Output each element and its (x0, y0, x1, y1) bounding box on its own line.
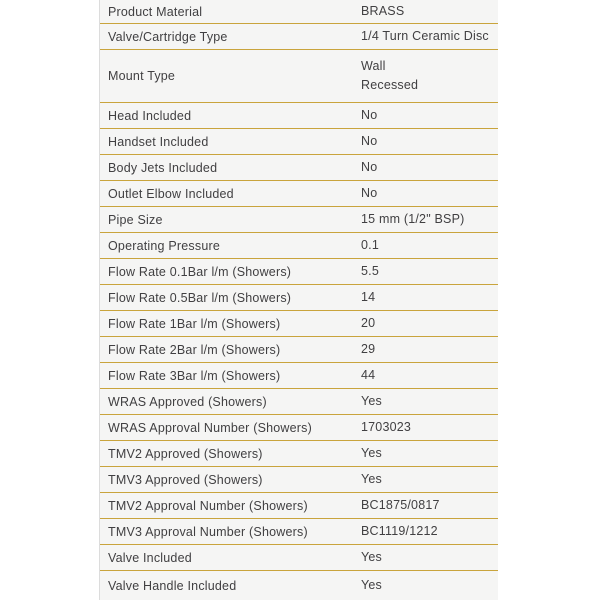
table-row (100, 545, 498, 571)
spec-value: BRASS (361, 4, 405, 18)
table-row (100, 363, 498, 389)
spec-value: 15 mm (1/2" BSP) (361, 212, 465, 226)
spec-value-group (361, 366, 498, 385)
table-row (100, 103, 498, 129)
spec-label: Valve/Cartridge Type (108, 29, 228, 44)
spec-value-group (361, 418, 498, 437)
spec-label: Flow Rate 3Bar l/m (Showers) (108, 368, 281, 383)
spec-value: Wall (361, 59, 386, 73)
table-row (100, 24, 498, 50)
spec-label: Operating Pressure (108, 238, 220, 253)
spec-label: Mount Type (108, 69, 176, 83)
spec-value-group (361, 522, 498, 541)
table-row (100, 415, 498, 441)
spec-label: WRAS Approved (Showers) (108, 394, 267, 409)
spec-label: Valve Included (108, 550, 192, 565)
spec-value-group (361, 314, 498, 333)
spec-value: No (361, 108, 378, 122)
spec-value-group (361, 106, 498, 125)
table-row (100, 337, 498, 363)
table-row (100, 155, 498, 181)
table-row (100, 207, 498, 233)
spec-label: Head Included (108, 108, 192, 123)
spec-value-group (361, 496, 498, 515)
spec-value-group (361, 27, 498, 46)
table-row (100, 311, 498, 337)
table-row (100, 389, 498, 415)
spec-value: Yes (361, 394, 382, 408)
spec-label: Flow Rate 0.1Bar l/m (Showers) (108, 264, 292, 279)
spec-value-group (361, 392, 498, 411)
spec-label: Outlet Elbow Included (108, 186, 234, 201)
table-row (100, 493, 498, 519)
spec-value-group (361, 184, 498, 203)
spec-label: TMV3 Approval Number (Showers) (108, 524, 308, 539)
spec-label: WRAS Approval Number (Showers) (108, 420, 312, 435)
spec-value: Yes (361, 550, 382, 564)
spec-value-group (361, 236, 498, 255)
spec-value: BC1119/1212 (361, 524, 438, 538)
spec-value-group (361, 2, 498, 21)
spec-value: 5.5 (361, 264, 379, 278)
spec-label: Flow Rate 2Bar l/m (Showers) (108, 342, 281, 357)
spec-value: BC1875/0817 (361, 498, 440, 512)
spec-value: 14 (361, 290, 376, 304)
spec-value-group (361, 576, 498, 595)
spec-value: Yes (361, 446, 382, 460)
spec-value-group (361, 444, 498, 463)
spec-value-group (361, 340, 498, 359)
table-row (100, 441, 498, 467)
spec-value: Yes (361, 578, 382, 592)
spec-value: No (361, 160, 378, 174)
spec-value-group (361, 158, 498, 177)
spec-value-group (361, 262, 498, 281)
spec-value-group (361, 288, 498, 307)
table-row (100, 285, 498, 311)
spec-label: Valve Handle Included (108, 578, 237, 593)
spec-value: 1/4 Turn Ceramic Disc (361, 29, 489, 43)
product-specs-table (99, 0, 498, 600)
table-row (100, 50, 498, 103)
table-row (100, 181, 498, 207)
table-row (100, 571, 498, 600)
table-row (100, 467, 498, 493)
table-row (100, 129, 498, 155)
spec-label: TMV3 Approved (Showers) (108, 472, 263, 487)
spec-value: 20 (361, 316, 376, 330)
spec-value-group (361, 548, 498, 567)
spec-value: Yes (361, 472, 382, 486)
spec-label: Handset Included (108, 134, 209, 149)
spec-value-group (361, 132, 498, 151)
spec-value: 29 (361, 342, 376, 356)
spec-label: Flow Rate 1Bar l/m (Showers) (108, 316, 281, 331)
table-row (100, 0, 498, 24)
spec-label: TMV2 Approved (Showers) (108, 446, 263, 461)
spec-value-group (361, 210, 498, 229)
table-row (100, 519, 498, 545)
spec-value: Recessed (361, 78, 419, 92)
spec-value-group (361, 57, 498, 95)
spec-value: 44 (361, 368, 376, 382)
spec-value: No (361, 186, 378, 200)
table-row (100, 259, 498, 285)
spec-value: 0.1 (361, 238, 379, 252)
spec-value: No (361, 134, 378, 148)
table-row (100, 233, 498, 259)
spec-label: Body Jets Included (108, 160, 218, 175)
spec-label: Flow Rate 0.5Bar l/m (Showers) (108, 290, 292, 305)
spec-label: Product Material (108, 4, 203, 19)
spec-label: Pipe Size (108, 212, 163, 227)
spec-value: 1703023 (361, 420, 412, 434)
spec-value-group (361, 470, 498, 489)
spec-label: TMV2 Approval Number (Showers) (108, 498, 308, 513)
